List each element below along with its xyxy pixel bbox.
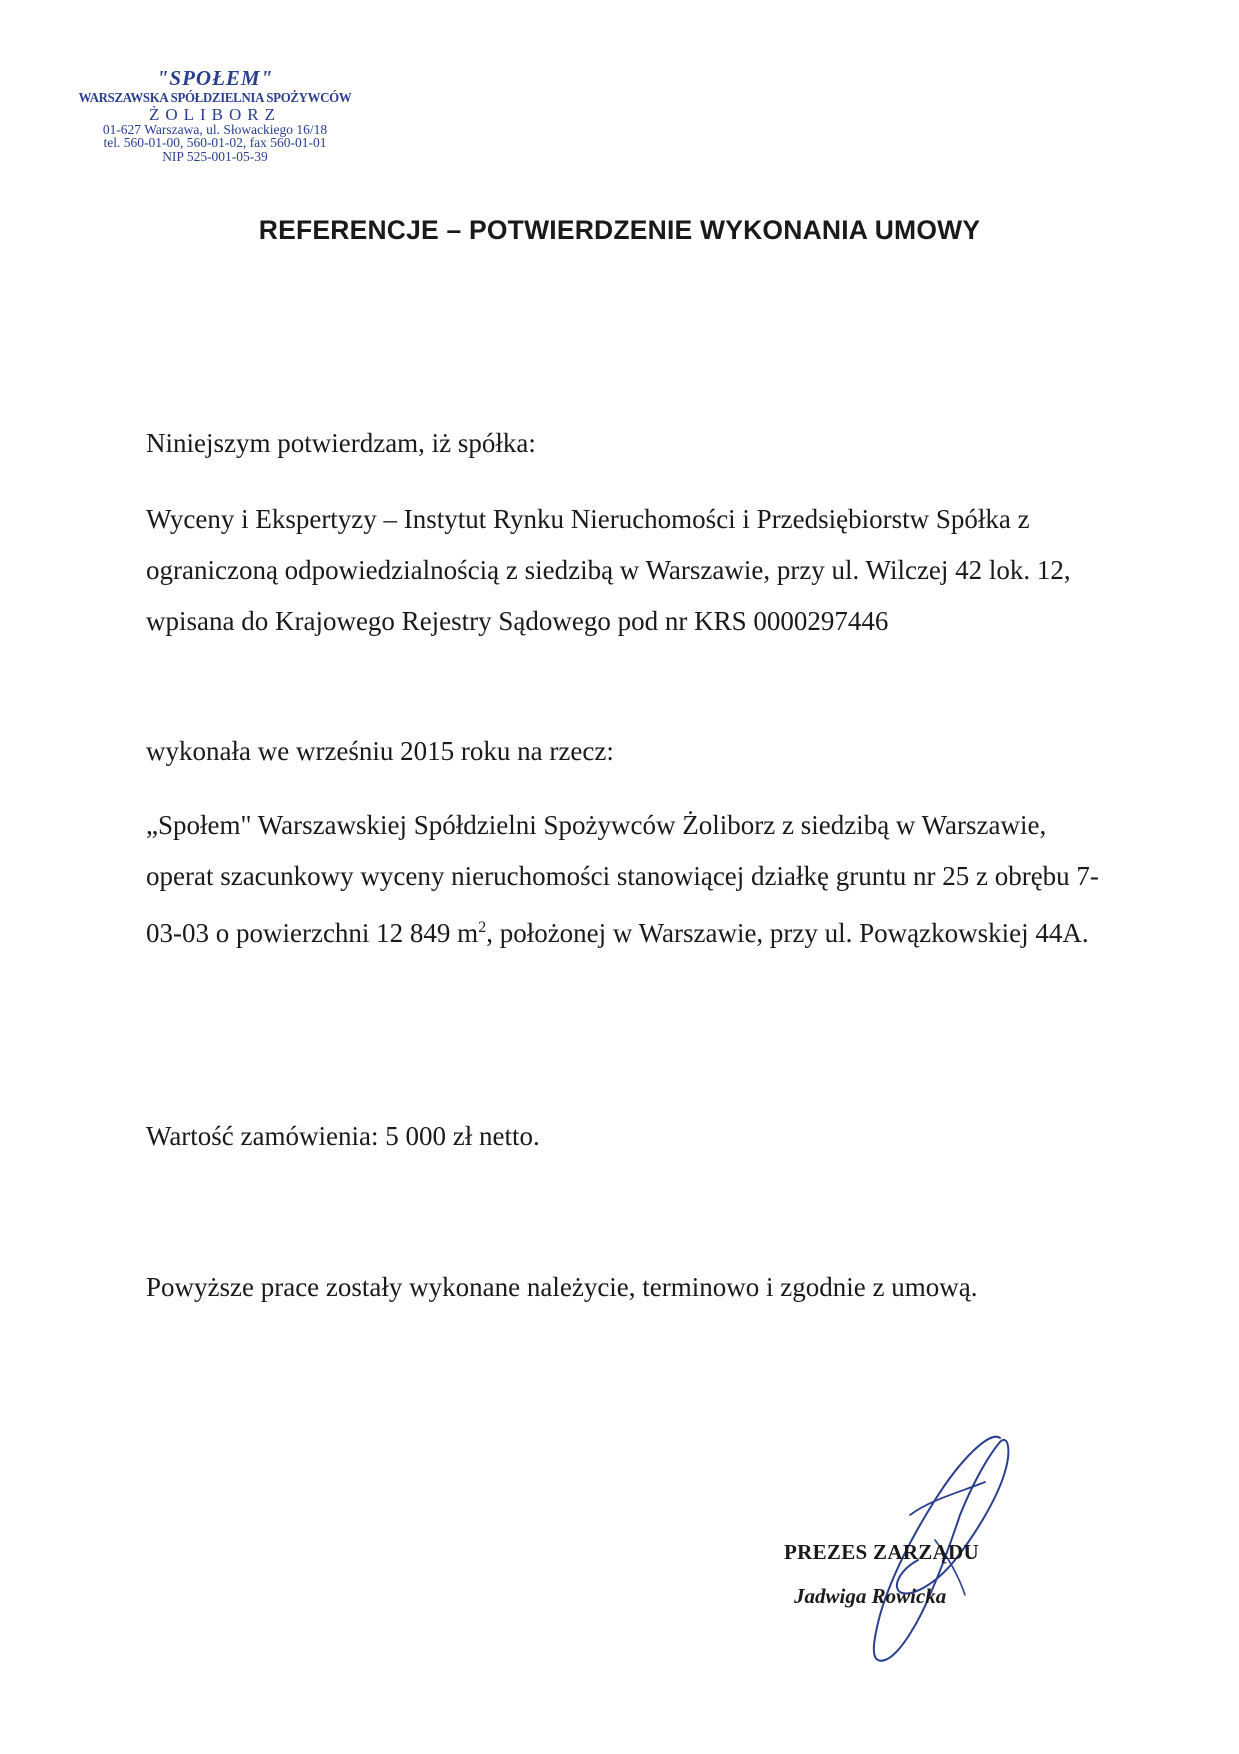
signatory-name: Jadwiga Rowicka — [794, 1584, 947, 1608]
intro-text: Niniejszym potwierdzam, iż spółka: — [146, 428, 536, 458]
value-paragraph — [146, 1111, 1106, 1162]
stamp-address: 01-627 Warszawa, ul. Słowackiego 16/18 — [102, 121, 328, 137]
intro-paragraph — [146, 418, 1106, 469]
done-text: wykonała we wrześniu 2015 roku na rzecz: — [146, 736, 614, 766]
subject-text — [146, 800, 1106, 959]
value-text: Wartość zamówienia: 5 000 zł netto. — [146, 1121, 540, 1151]
area-unit-superscript: 2 — [478, 919, 487, 936]
company-stamp — [70, 68, 360, 163]
stamp-phone: tel. 560-01-00, 560-01-02, fax 560-01-01 — [103, 135, 327, 150]
stamp-district: ŻOLIBORZ — [148, 104, 282, 124]
signature-block — [760, 1420, 1080, 1680]
subject-paragraph — [146, 800, 1106, 959]
company-text: Wyceny i Ekspertyzy – Instytut Rynku Nieruchomości i Przedsiębiorstw Spółka z ograniczoną odpowiedzialnością z siedzibą w Warszawie, przy ul. Wilczej 42 lok. 12, wpisana do Krajowego Rejestry Sądowego pod nr KRS 0000297446 — [146, 504, 1071, 636]
subject-text-after: , położonej w Warszawie, przy ul. Powązkowskiej 44A. — [486, 918, 1089, 948]
stamp-nip: NIP 525-001-05-39 — [162, 148, 268, 164]
final-text: Powyższe prace zostały wykonane należycie, terminowo i zgodnie z umową. — [146, 1272, 978, 1302]
document-title: REFERENCJE – POTWIERDZENIE WYKONANIA UMOWY — [258, 215, 981, 245]
stamp-name: "SPOŁEM" — [156, 66, 274, 90]
done-paragraph — [146, 726, 1106, 777]
signatory-position: PREZES ZARZĄDU — [784, 1540, 979, 1564]
final-paragraph — [146, 1262, 1106, 1313]
company-paragraph — [146, 494, 1106, 647]
subject-text-before: „Społem" Warszawskiej Spółdzielni Spożywców Żoliborz z siedzibą w Warszawie, operat szacunkowy wyceny nieruchomości stanowiącej działkę gruntu nr 25 z obrębu 7-03-03 o powierzchni 12 849 m — [146, 810, 1099, 948]
stamp-organization: WARSZAWSKA SPÓŁDZIELNIA SPOŻYWCÓW — [78, 90, 352, 105]
